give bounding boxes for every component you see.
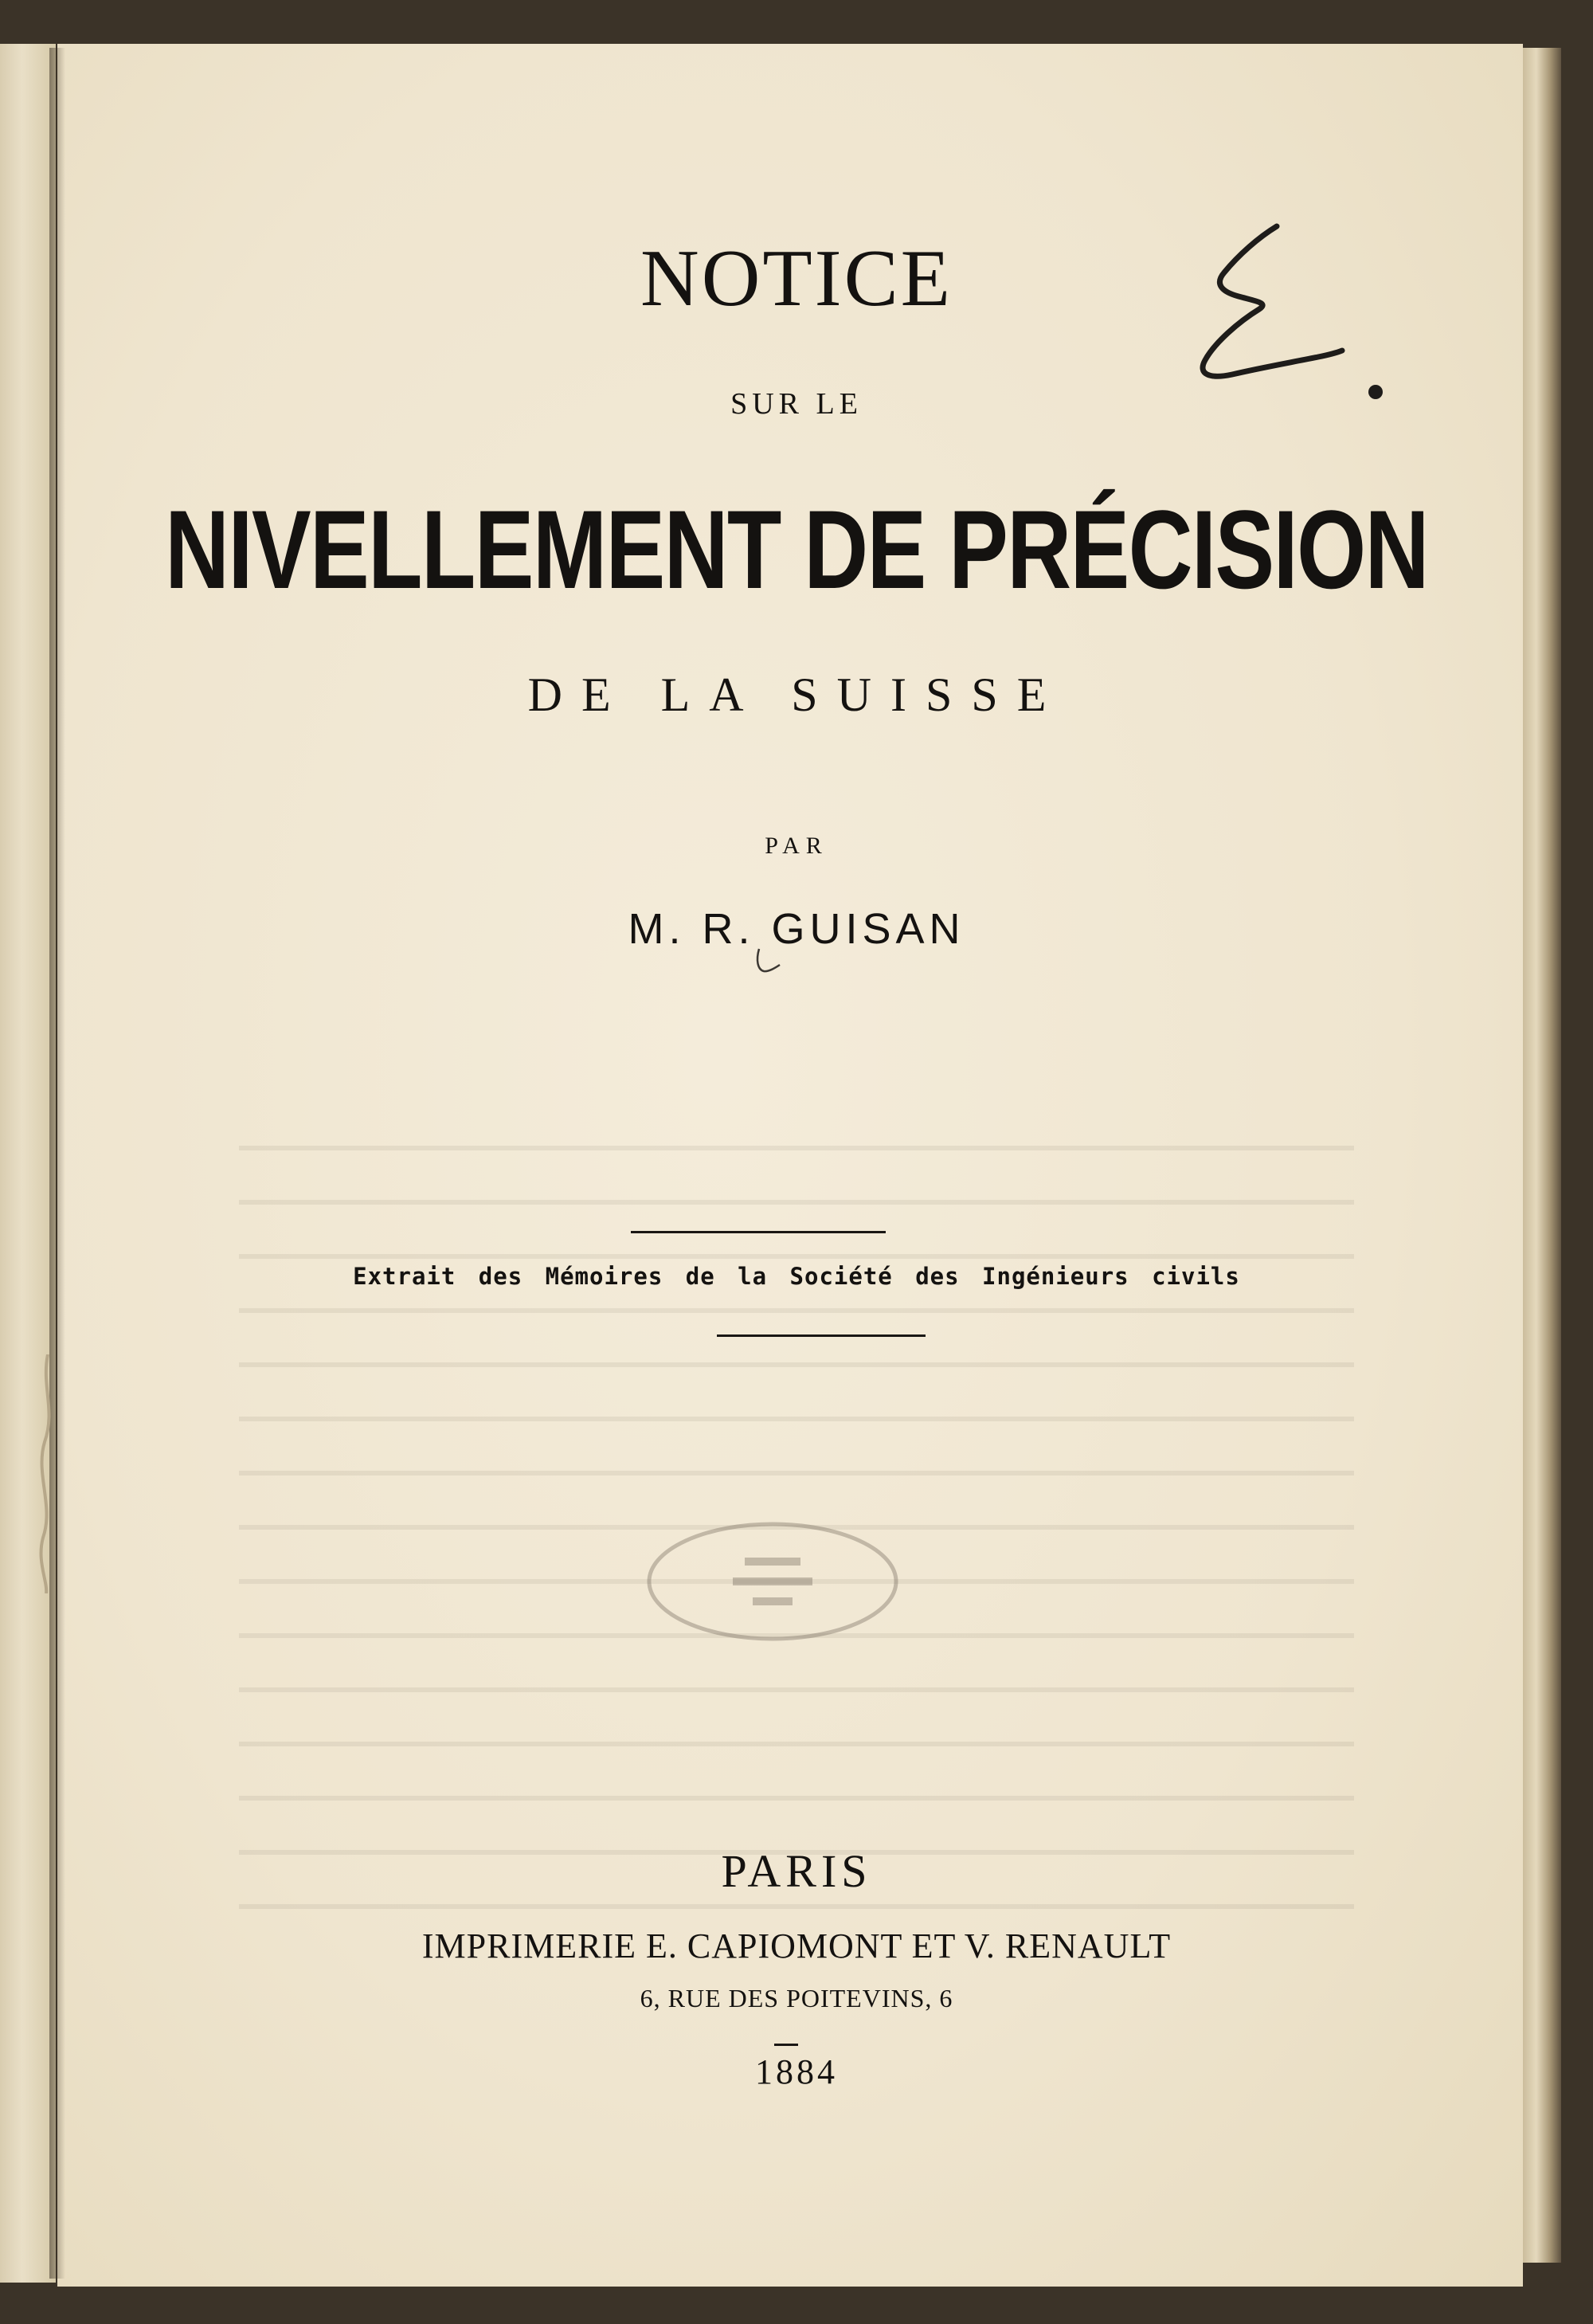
by-label: PAR bbox=[765, 833, 828, 859]
printer-name: IMPRIMERIE E. CAPIOMONT ET V. RENAULT bbox=[421, 1926, 1172, 1965]
author-name: M. R. GUISAN bbox=[628, 905, 965, 953]
year-dash bbox=[774, 2044, 798, 2046]
publisher-city: PARIS bbox=[721, 1845, 872, 1897]
divider-bottom bbox=[717, 1334, 926, 1337]
handwritten-e-mark bbox=[1183, 223, 1390, 422]
library-stamp bbox=[641, 1514, 904, 1649]
publication-year: 1884 bbox=[755, 2052, 838, 2091]
divider-top bbox=[631, 1231, 886, 1233]
extract-note: Extrait des Mémoires de la Société des Ingénieurs civils bbox=[353, 1263, 1240, 1290]
main-title: NIVELLEMENT DE PRÉCISION bbox=[165, 487, 1428, 612]
printer-address: 6, RUE DES POITEVINS, 6 bbox=[640, 1984, 953, 2012]
pencil-tick-mark bbox=[753, 944, 785, 976]
subtitle: DE LA SUISSE bbox=[527, 668, 1066, 721]
connector-text: SUR LE bbox=[730, 387, 863, 421]
notice-title: NOTICE bbox=[640, 233, 953, 323]
paper-tear bbox=[24, 1354, 72, 1593]
